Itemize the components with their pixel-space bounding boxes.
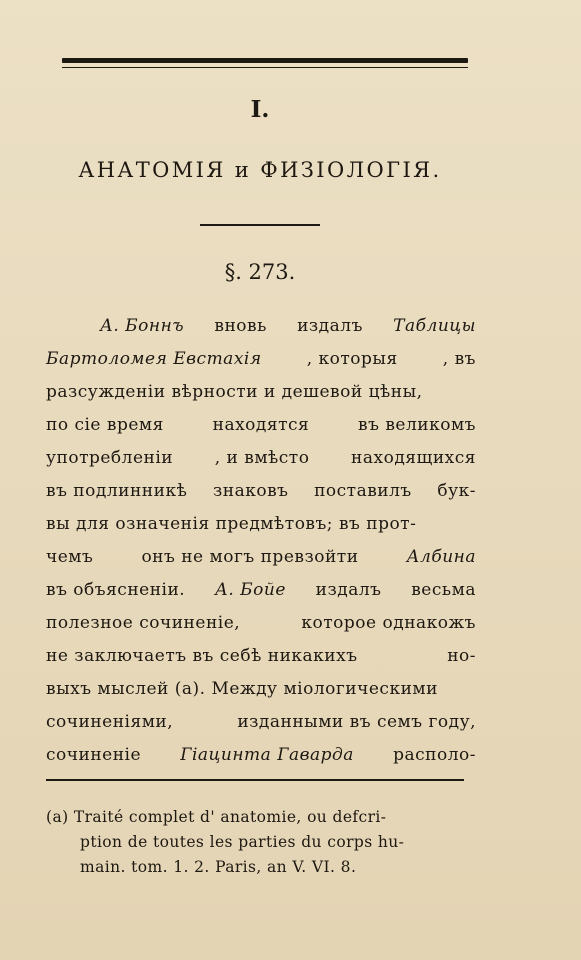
text-line (46, 508, 476, 541)
text-segment: въ объясненіи. (46, 580, 186, 600)
text-segment: Таблицы (393, 316, 476, 336)
text-segment: чемъ (46, 547, 94, 567)
footnote-line: ption de toutes les parties du corps hu- (80, 833, 405, 851)
text-line (46, 409, 476, 442)
text-line (46, 475, 476, 508)
header-rule-thin (62, 67, 468, 68)
text-line (46, 376, 476, 409)
text-segment: издалъ (315, 580, 382, 600)
chapter-title: АНАТОМІЯ и ФИЗІОЛОГІЯ. (78, 158, 442, 182)
text-segment: знаковъ (212, 481, 289, 501)
text-segment: по сіе время (46, 415, 164, 435)
text-line (46, 541, 476, 574)
text-segment: располо- (393, 745, 476, 765)
text-segment: изданными въ семъ году, (237, 712, 476, 732)
text-segment: бук- (437, 481, 476, 501)
text-segment: поставилъ (314, 481, 412, 501)
text-line (46, 706, 476, 739)
body-paragraph (46, 310, 476, 772)
text-segment: находятся (212, 415, 310, 435)
text-segment: выхъ мыслей (а). Между міологическими (46, 679, 438, 699)
text-line (46, 673, 476, 706)
footnote-line: main. tom. 1. 2. Paris, an V. VI. 8. (80, 858, 357, 876)
text-segment: А. Бойе (214, 580, 286, 600)
text-segment: А. Боннъ (100, 316, 185, 336)
text-line (46, 607, 476, 640)
text-segment: употребленіи (46, 448, 174, 468)
text-segment: вновь (214, 316, 267, 336)
text-line (46, 739, 476, 772)
text-segment: весьма (411, 580, 476, 600)
text-line (46, 640, 476, 673)
text-segment: которое однакожъ (301, 613, 476, 633)
header-rule-thick (62, 58, 468, 63)
text-segment: онъ не могъ превзойти (141, 547, 359, 567)
text-segment: въ подлинникѣ (46, 481, 188, 501)
text-segment: издалъ (297, 316, 363, 336)
text-line (46, 574, 476, 607)
text-segment: въ великомъ (358, 415, 476, 435)
text-segment: Албина (406, 547, 476, 567)
text-segment: не заключаетъ въ себѣ никакихъ (46, 646, 358, 666)
text-segment: сочиненіями, (46, 712, 174, 732)
title-divider (200, 224, 320, 226)
chapter-number: I. (250, 96, 270, 123)
text-line (46, 442, 476, 475)
text-segment: вы для означенія предмѣтовъ; въ прот- (46, 514, 417, 534)
text-segment: , и вмѣсто (214, 448, 310, 468)
text-segment: разсужденіи вѣрности и дешевой цѣны, (46, 382, 423, 402)
text-segment: , которыя (306, 349, 398, 369)
text-segment: Гіацинта Гаварда (180, 745, 354, 765)
footnote (46, 805, 476, 880)
text-segment: находящихся (351, 448, 476, 468)
text-segment: Бартоломея Евстахія (46, 349, 262, 369)
section-mark: §. 273. (224, 260, 296, 284)
text-line (46, 310, 476, 343)
text-segment: но- (447, 646, 476, 666)
text-segment: полезное сочиненіе, (46, 613, 241, 633)
text-segment: сочиненіе (46, 745, 142, 765)
footnote-line: (a) Traité complet d' anatomie, ou defcri- (46, 808, 387, 826)
text-segment: , въ (442, 349, 476, 369)
text-line (46, 343, 476, 376)
footnote-rule (46, 779, 464, 781)
